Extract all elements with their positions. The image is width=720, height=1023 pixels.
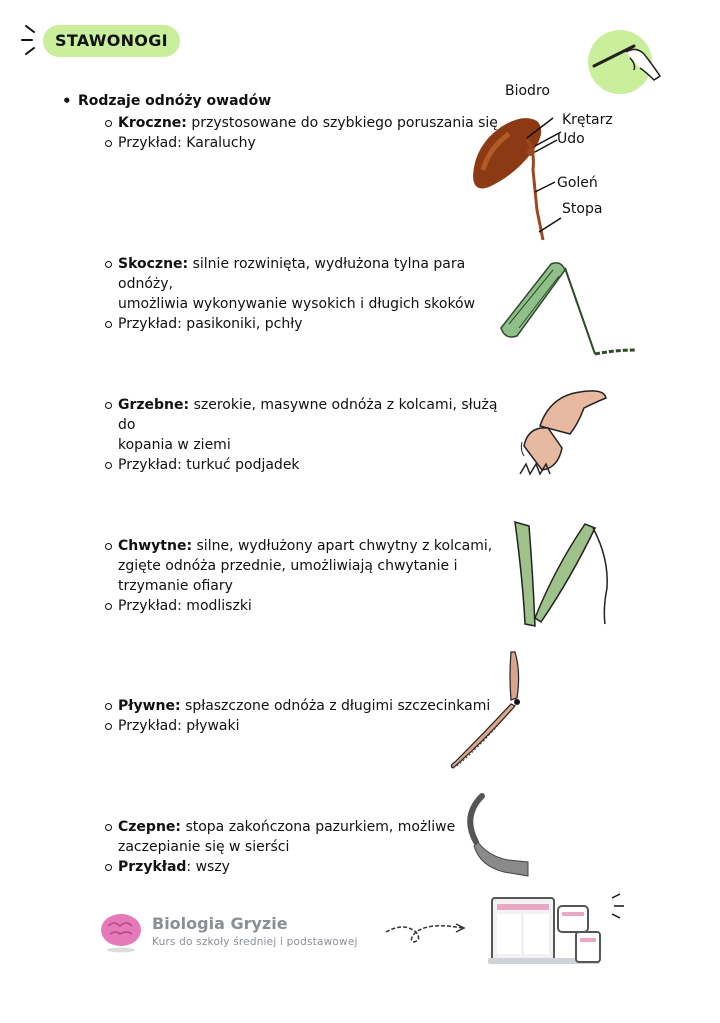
grasping-leg-illustration <box>505 518 615 630</box>
label-kretarz: Krętarz <box>562 112 613 128</box>
label-stopa: Stopa <box>562 201 603 217</box>
label-biodro: Biodro <box>505 83 550 99</box>
arrow-icon <box>384 918 468 948</box>
brand-subtitle: Kurs do szkoły średniej i podstawowej <box>152 936 358 948</box>
writing-hand-icon <box>586 28 666 98</box>
type-name: Kroczne: <box>118 115 187 131</box>
clinging-leg-illustration <box>460 788 532 880</box>
leg-type-clinging <box>118 817 508 877</box>
label-golen: Goleń <box>557 175 598 191</box>
example-value: pasikoniki, pchły <box>181 316 303 332</box>
type-desc-cont: trzymanie ofiary <box>118 578 233 594</box>
example-label: Przykład: <box>118 457 182 473</box>
leg-type-digging <box>118 395 508 475</box>
example-label: Przykład <box>118 859 187 875</box>
digging-leg-illustration <box>510 386 610 496</box>
sparkle-icon <box>20 22 44 58</box>
type-desc: stopa zakończona pazurkiem, możliwe <box>181 819 456 835</box>
brain-logo-icon <box>98 910 144 954</box>
topic-tag: STAWONOGI <box>43 25 180 57</box>
type-desc: silne, wydłużony apart chwytny z kolcami, <box>192 538 493 554</box>
leg-type-walking <box>118 113 508 153</box>
type-desc: spłaszczone odnóża z długimi szczecinkami <box>180 698 491 714</box>
example-value: pływaki <box>181 718 240 734</box>
type-name: Grzebne: <box>118 397 190 413</box>
example-label: Przykład: <box>118 598 182 614</box>
type-desc: silnie rozwinięta, wydłużona tylna para odnóży, <box>118 256 466 292</box>
leg-type-grasping <box>118 536 508 616</box>
type-desc-cont: zgięte odnóża przednie, umożliwiają chwytanie i <box>118 558 458 574</box>
section-title: • Rodzaje odnóży owadów <box>78 93 271 109</box>
type-desc-cont: umożliwia wykonywanie wysokich i długich skoków <box>118 296 476 312</box>
type-desc-cont: kopania w ziemi <box>118 437 231 453</box>
swimming-leg-illustration <box>445 648 535 774</box>
type-name: Chwytne: <box>118 538 193 554</box>
type-name: Pływne: <box>118 698 181 714</box>
example-value: turkuć podjadek <box>181 457 300 473</box>
type-desc: przystosowane do szybkiego poruszania się <box>186 115 498 131</box>
example-value: modliszki <box>181 598 252 614</box>
type-desc-cont: zaczepianie się w sierści <box>118 839 290 855</box>
brand-name: Biologia Gryzie <box>152 914 288 933</box>
leg-type-jumping <box>118 254 508 334</box>
jumping-leg-illustration <box>495 258 645 363</box>
example-label: Przykład: <box>118 316 182 332</box>
example-label: Przykład: <box>118 135 182 151</box>
devices-illustration <box>488 892 634 970</box>
example-label: Przykład: <box>118 718 182 734</box>
example-value: : wszy <box>186 859 230 875</box>
type-desc: szerokie, masywne odnóża z kolcami, służą do <box>118 397 498 433</box>
type-name: Czepne: <box>118 819 181 835</box>
type-name: Skoczne: <box>118 256 189 272</box>
label-udo: Udo <box>557 131 585 147</box>
example-value: Karaluchy <box>181 135 256 151</box>
